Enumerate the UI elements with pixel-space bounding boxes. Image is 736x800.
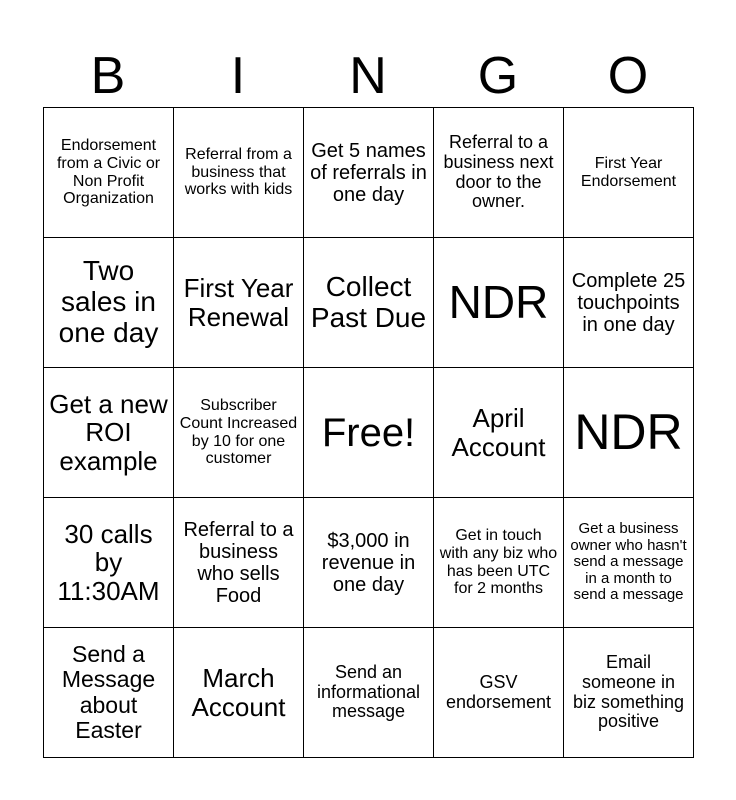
bingo-cell[interactable]: Get a new ROI example xyxy=(44,368,174,498)
bingo-cell[interactable]: GSV endorsement xyxy=(434,628,564,758)
bingo-cell[interactable]: NDR xyxy=(434,238,564,368)
bingo-cell[interactable]: March Account xyxy=(174,628,304,758)
header-letter-i: I xyxy=(230,47,246,105)
bingo-cell[interactable]: Referral from a business that works with kids xyxy=(174,108,304,238)
bingo-cell[interactable]: Get a business owner who hasn't send a message in a month to send a message xyxy=(564,498,694,628)
bingo-cell[interactable]: Two sales in one day xyxy=(44,238,174,368)
bingo-cell[interactable]: First Year Renewal xyxy=(174,238,304,368)
bingo-cell-free[interactable]: Free! xyxy=(304,368,434,498)
bingo-cell[interactable]: Get 5 names of referrals in one day xyxy=(304,108,434,238)
bingo-cell[interactable]: Subscriber Count Increased by 10 for one customer xyxy=(174,368,304,498)
bingo-cell[interactable]: Referral to a business next door to the owner. xyxy=(434,108,564,238)
bingo-cell[interactable]: Send an informational message xyxy=(304,628,434,758)
header-letter-o: O xyxy=(607,47,649,105)
bingo-cell[interactable]: $3,000 in revenue in one day xyxy=(304,498,434,628)
bingo-cell[interactable]: Collect Past Due xyxy=(304,238,434,368)
bingo-card-grid xyxy=(43,107,694,758)
header-letter-b: B xyxy=(90,47,126,105)
bingo-cell[interactable]: Send a Message about Easter xyxy=(44,628,174,758)
bingo-cell[interactable]: April Account xyxy=(434,368,564,498)
header-letter-g: G xyxy=(477,47,519,105)
bingo-cell[interactable]: Complete 25 touchpoints in one day xyxy=(564,238,694,368)
bingo-cell[interactable]: NDR xyxy=(564,368,694,498)
bingo-cell[interactable]: Email someone in biz something positive xyxy=(564,628,694,758)
bingo-cell[interactable]: First Year Endorsement xyxy=(564,108,694,238)
bingo-cell[interactable]: Get in touch with any biz who has been UTC for 2 months xyxy=(434,498,564,628)
header-letter-n: N xyxy=(349,47,387,105)
bingo-header xyxy=(43,44,693,108)
bingo-cell[interactable]: Referral to a business who sells Food xyxy=(174,498,304,628)
bingo-cell[interactable]: Endorsement from a Civic or Non Profit Organization xyxy=(44,108,174,238)
bingo-cell[interactable]: 30 calls by 11:30AM xyxy=(44,498,174,628)
